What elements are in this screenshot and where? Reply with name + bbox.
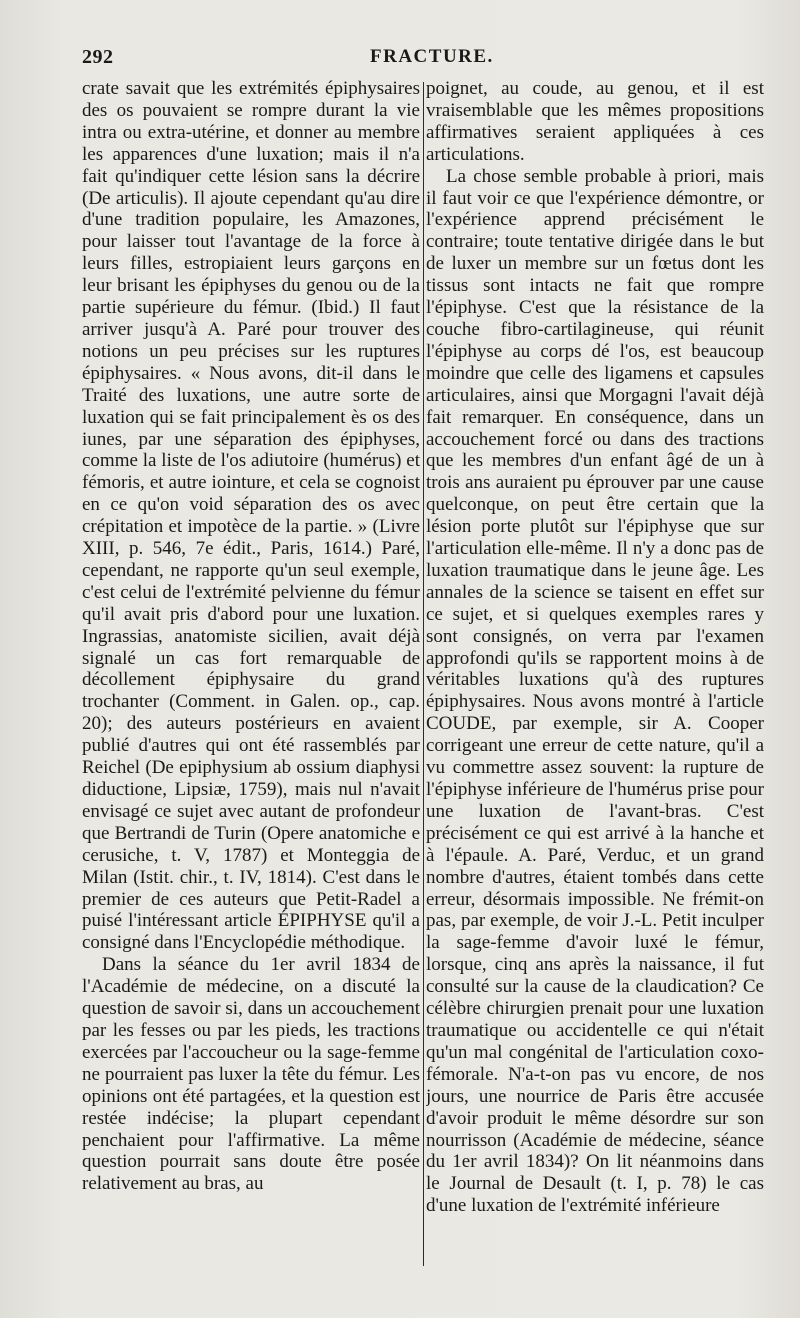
page-header	[82, 46, 772, 72]
left-paragraph-academie: Dans la séance du 1er avril 1834 de l'Académie de médecine, on a discuté la question de savoir si, dans un accouchement par les fesses ou par les pieds, les tractions exercées par l'accoucheur ou la sage-femme ne pourraient pas luxer la tête du fémur. Les opinions ont été partagées, et la question est restée indécise; la plupart cependant penchaient pour l'affirmative. La même question pourrait sans doute être posée relativement au bras, au	[82, 954, 420, 1195]
column-divider	[423, 82, 424, 1266]
right-paragraph-main: La chose semble probable à priori, mais il faut voir ce que l'expérience démontre, or l'expérience apprend précisément le contraire; toute tentative dirigée dans le but de luxer un membre sur un fœtus dont les tissus sont intacts ne fait que rompre l'épiphyse. C'est que la résistance de la couche fibro-cartilagineuse, qui réunit l'épiphyse au corps dé l'os, est beaucoup moindre que celle des ligamens et capsules articulaires, ainsi que Morgagni l'avait déjà fait remarquer. En conséquence, dans un accouchement forcé ou dans des tractions que les membres d'un enfant âgé de un à trois ans auraient pu éprouver par une cause quelconque, on peut être certain que la lésion porte plutôt sur l'épiphyse que sur l'articulation elle-même. Il n'y a donc pas de luxation traumatique dans le jeune âge. Les annales de la science se taisent en effet sur ce sujet, et si quelques exemples rares y sont consignés, on verra par l'examen approfondi qu'ils se rapportent moins à de véritables luxations qu'à des ruptures épiphysaires. Nous avons montré à l'article COUDE, par exemple, sir A. Cooper corrigeant une erreur de cette nature, qu'il a vu commettre assez souvent: la rupture de l'épiphyse inférieure de l'humérus prise pour une luxation de l'avant-bras. C'est précisément ce qui est arrivé à la hanche et à l'épaule. A. Paré, Verduc, et un grand nombre d'autres, étaient tombés dans cette erreur, désormais impossible. Ne frémit-on pas, par exemple, de voir J.-L. Petit inculper la sage-femme d'avoir luxé le fémur, lorsque, cinq ans après la naissance, il fut consulté sur la cause de la claudication? Ce célèbre chirurgien prenait pour une luxation traumatique ou accidentelle ce qui n'était qu'un mal congénital de l'articulation coxo-fémorale. N'a-t-on pas vu encore, de nos jours, une nourrice de Paris être accusée d'avoir produit le même désordre sur son nourrisson (Académie de médecine, séance du 1er avril 1834)? On lit néanmoins dans le Journal de Desault (t. I, p. 78) le cas d'une luxation de l'extrémité inférieure	[426, 165, 764, 1217]
right-paragraph-continued: poignet, au coude, au genou, et il est vraisemblable que les mêmes propositions affirmatives seraient appliquées à ces articulations.	[426, 78, 764, 165]
right-column	[426, 78, 764, 1268]
left-paragraph-continued: crate savait que les extrémités épiphysaires des os pouvaient se rompre durant la vie intra ou extra-utérine, et donner au membre les apparences d'une luxation; mais il n'a fait qu'indiquer cette lésion sans la décrire (De articulis). Il ajoute cependant qu'au dire d'une tradition populaire, les Amazones, pour laisser tout l'avantage de la force à leurs filles, estropiaient leurs garçons en leur brisant les épiphyses du genou ou de la partie supérieure du fémur. (Ibid.) Il faut arriver jusqu'à A. Paré pour trouver des notions un peu précises sur les ruptures épiphysaires. « Nous avons, dit-il dans le Traité des luxations, une autre sorte de luxation qui se fait principalement ès os des iunes, par une séparation des épiphyses, comme la liste de l'os adiutoire (humérus) et fémoris, et autre iointure, et cela se cognoist en ce qu'on void séparation des os avec crépitation et impotèce de la partie. » (Livre XIII, p. 546, 7e édit., Paris, 1614.) Paré, cependant, ne rapporte qu'un seul exemple, c'est celui de l'extrémité pelvienne du fémur qu'il avait pris d'abord pour une luxation. Ingrassias, anatomiste sicilien, avait déjà signalé un cas fort remarquable de décollement épiphysaire du grand trochanter (Comment. in Galen. op., cap. 20); des auteurs postérieurs en avaient publié d'autres qui ont été rassemblés par Reichel (De epiphysium ab ossium diaphysi diductione, Lipsiæ, 1759), mais nul n'avait envisagé ce sujet avec autant de profondeur que Bertrandi de Turin (Opere anatomiche e cerusiche, t. V, 1787) et Monteggia de Milan (Istit. chir., t. IV, 1814). C'est dans le premier de ces auteurs que Petit-Radel a puisé l'intéressant article ÉPIPHYSE qu'il a consigné dans l'Encyclopédie méthodique.	[82, 78, 420, 954]
left-column	[82, 78, 420, 1268]
show-through-bleed	[110, 1268, 720, 1308]
page-number: 292	[82, 46, 114, 68]
running-title: FRACTURE.	[370, 46, 494, 67]
